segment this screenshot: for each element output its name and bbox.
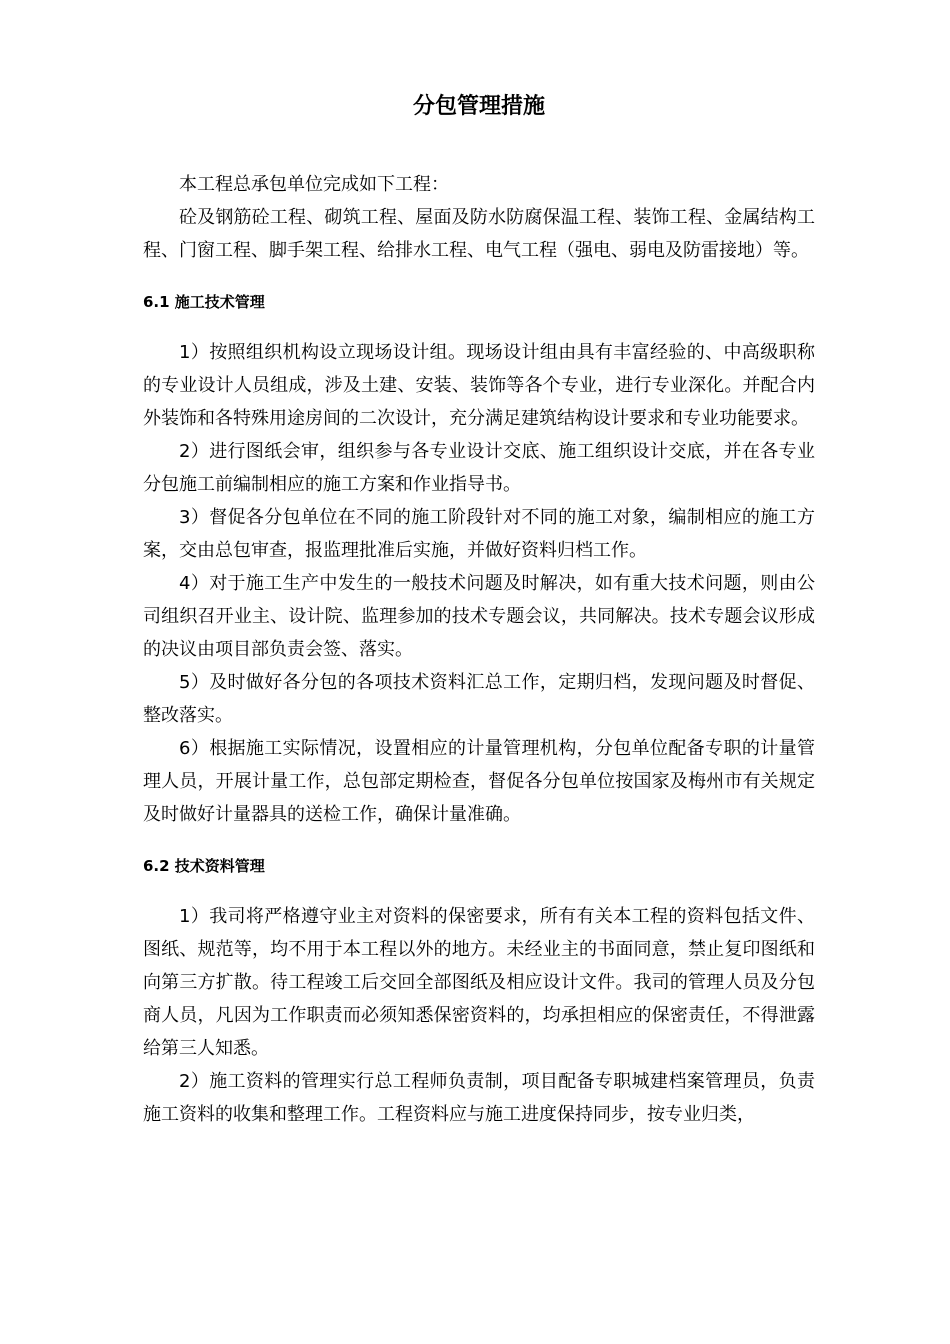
section-paragraph: 5）及时做好各分包的各项技术资料汇总工作，定期归档，发现问题及时督促、整改落实。 <box>143 672 815 727</box>
section-paragraph: 3）督促各分包单位在不同的施工阶段针对不同的施工对象，编制相应的施工方案，交由总包审查，报监理批准后实施，并做好资料归档工作。 <box>143 507 815 562</box>
section-paragraph: 1）按照组织机构设立现场设计组。现场设计组由具有丰富经验的、中高级职称的专业设计人员组成，涉及土建、安装、装饰等各个专业，进行专业深化。并配合内外装饰和各特殊用途房间的二次设计，充分满足建筑结构设计要求和专业功能要求。 <box>143 342 815 430</box>
intro-block <box>143 168 815 267</box>
section-6-1 <box>143 291 815 831</box>
section-paragraph: 2）施工资料的管理实行总工程师负责制，项目配备专职城建档案管理员，负责施工资料的收集和整理工作。工程资料应与施工进度保持同步，按专业归类， <box>143 1071 815 1126</box>
section-paragraph: 6）根据施工实际情况，设置相应的计量管理机构，分包单位配备专职的计量管理人员，开展计量工作，总包部定期检查，督促各分包单位按国家及梅州市有关规定及时做好计量器具的送检工作，确保计量准确。 <box>143 738 815 826</box>
intro-paragraph: 砼及钢筋砼工程、砌筑工程、屋面及防水防腐保温工程、装饰工程、金属结构工程、门窗工程、脚手架工程、给排水工程、电气工程（强电、弱电及防雷接地）等。 <box>143 207 815 262</box>
section-paragraph: 2）进行图纸会审，组织参与各专业设计交底、施工组织设计交底，并在各专业分包施工前编制相应的施工方案和作业指导书。 <box>143 441 815 496</box>
section-6-2 <box>143 855 815 1131</box>
document-title: 分包管理措施 <box>412 94 545 119</box>
section-heading: 6.2 技术资料管理 <box>143 857 265 876</box>
section-paragraph: 1）我司将严格遵守业主对资料的保密要求，所有有关本工程的资料包括文件、图纸、规范等，均不用于本工程以外的地方。未经业主的书面同意，禁止复印图纸和向第三方扩散。待工程竣工后交回全部图纸及相应设计文件。我司的管理人员及分包商人员，凡因为工作职责而必须知悉保密资料的，均承担相应的保密责任，不得泄露给第三人知悉。 <box>143 906 815 1060</box>
intro-paragraph: 本工程总承包单位完成如下工程： <box>179 174 449 196</box>
section-paragraph: 4）对于施工生产中发生的一般技术问题及时解决，如有重大技术问题，则由公司组织召开业主、设计院、监理参加的技术专题会议，共同解决。技术专题会议形成的决议由项目部负责会签、落实。 <box>143 573 815 661</box>
section-heading: 6.1 施工技术管理 <box>143 293 265 312</box>
